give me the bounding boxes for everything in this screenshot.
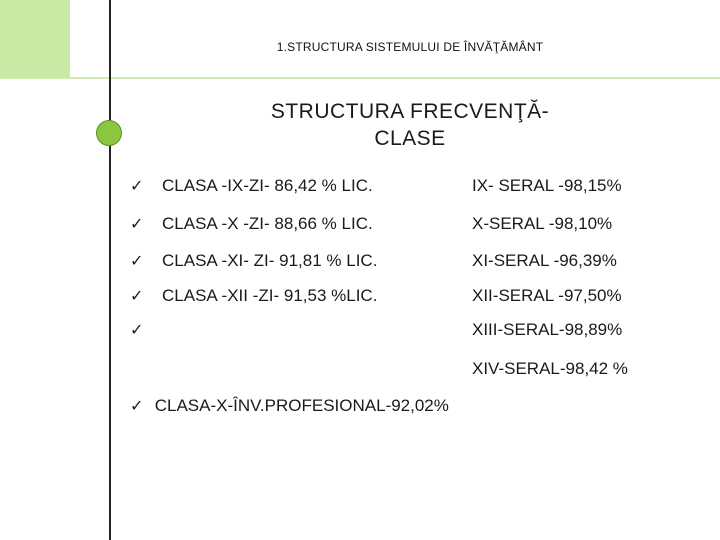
header-divider <box>0 77 720 79</box>
circle-bullet-icon <box>96 120 122 146</box>
checkmark-icon: ✓ <box>130 320 144 339</box>
list-item-text: CLASA-X-ÎNV.PROFESIONAL-92,02% <box>154 396 449 415</box>
checkmark-icon: ✓ <box>130 176 144 195</box>
header-accent-block <box>0 0 70 78</box>
slide-title-line-2: CLASE <box>374 127 446 150</box>
list-item <box>130 176 622 196</box>
list-item-right-text: X-SERAL -98,10% <box>472 214 613 233</box>
list-item <box>130 251 617 271</box>
vertical-divider <box>109 0 111 540</box>
checkmark-icon: ✓ <box>130 396 144 415</box>
header-title: 1.STRUCTURA SISTEMULUI DE ÎNVĂŢĂMÂNT <box>276 40 544 54</box>
checkmark-icon: ✓ <box>130 251 144 270</box>
checkmark-icon: ✓ <box>130 286 144 305</box>
checkmark-icon: ✓ <box>130 214 144 233</box>
list-item-left-text: CLASA -XI- ZI- 91,81 % LIC. <box>162 251 378 270</box>
list-item-right-text: IX- SERAL -98,15% <box>472 176 622 195</box>
list-item-right-text: XII-SERAL -97,50% <box>472 286 622 305</box>
slide-title-line-1: STRUCTURA FRECVENŢĂ- <box>270 100 550 123</box>
list-item-left-text: CLASA -XII -ZI- 91,53 %LIC. <box>162 286 378 305</box>
list-item-left-text: CLASA -X -ZI- 88,66 % LIC. <box>162 214 373 233</box>
header-bar <box>0 0 720 78</box>
list-item-left-text: CLASA -IX-ZI- 86,42 % LIC. <box>162 176 373 195</box>
list-item <box>130 214 613 234</box>
list-item-continuation: XIV-SERAL-98,42 % <box>472 359 628 378</box>
list-item <box>130 396 449 416</box>
list-item <box>130 320 623 340</box>
slide-title <box>210 98 610 152</box>
list-item <box>130 286 622 306</box>
list-item-right-text: XI-SERAL -96,39% <box>472 251 617 270</box>
list-item-right-text: XIII-SERAL-98,89% <box>472 320 623 339</box>
